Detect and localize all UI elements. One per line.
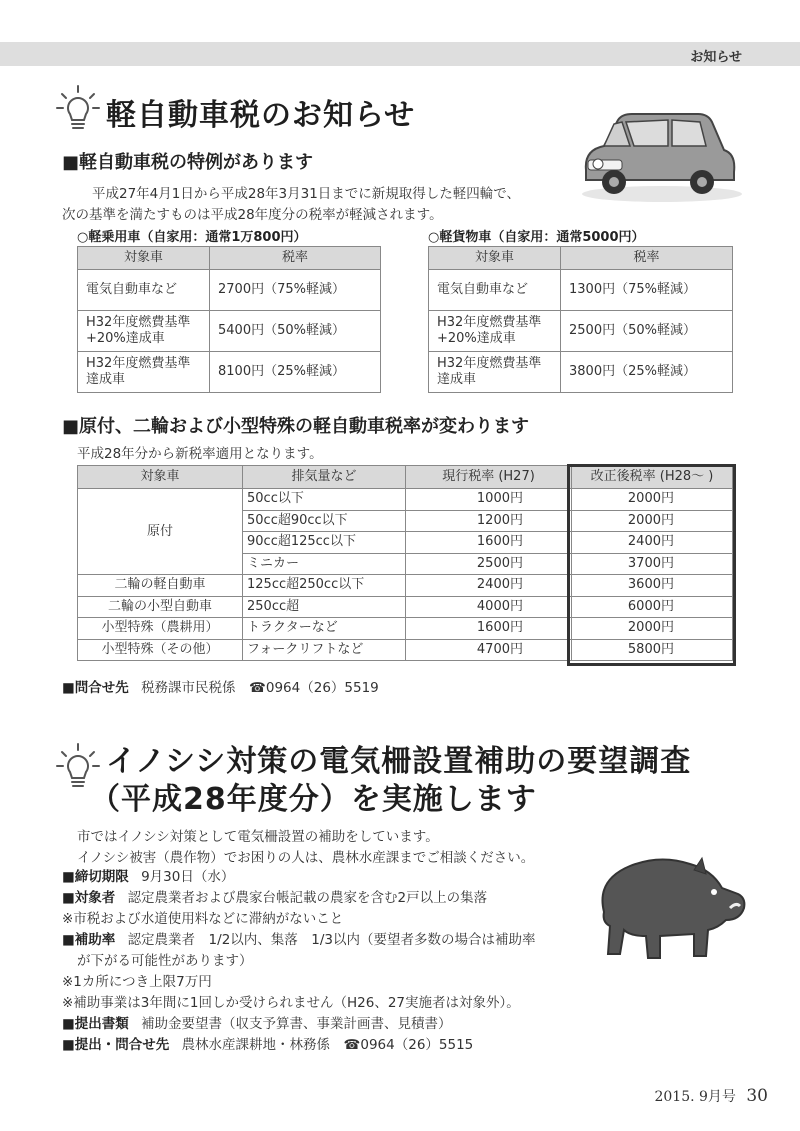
section2-item-documents [62,1012,452,1032]
table-cell: 3600円 [572,575,733,597]
item-label: ■締切期限 [62,869,129,885]
header-band [0,42,800,66]
section2-item-contact [62,1033,473,1053]
table-cell: H32年度燃費基準 達成車 [429,352,561,393]
table-cell: 1000円 [406,489,572,511]
table-cell: 1300円（75%軽減） [561,270,733,311]
issue-label: 2015. 9月号 [654,1089,736,1105]
wild-boar-illustration [590,850,750,965]
kei-car-illustration [574,110,744,205]
table-cell: 2500円 [406,553,572,575]
item-text: 9月30日（水） [141,869,235,885]
section1-note2: 平成28年分から新税率適用となります。 [77,446,323,462]
item-label: ■提出書類 [62,1016,129,1032]
item-label: ■対象者 [62,890,116,906]
table-cell: 2000円 [572,510,733,532]
table-cell: 6000円 [572,596,733,618]
table-cell: 8100円（25%軽減） [210,352,381,393]
footer [654,1086,768,1106]
passenger-table [77,246,381,393]
section2-item-note2: ※1カ所につき上限7万円 [62,974,212,990]
section1-subtitle2: ■原付、二輪および小型特殊の軽自動車税率が変わります [62,416,530,437]
table-cell: 125cc超250cc以下 [243,575,406,597]
table-cell: 電気自動車など [429,270,561,311]
table-cell: 90cc超125cc以下 [243,532,406,554]
table-cell: 4700円 [406,639,572,661]
table-header: 税率 [561,247,733,270]
table-cell: 1600円 [406,618,572,640]
table-cell: フォークリフトなど [243,639,406,661]
new-rate-highlight [567,464,736,666]
table-cell: H32年度燃費基準 +20%達成車 [78,311,210,352]
item-text: 補助金要望書（収支予算書、事業計画書、見積書） [141,1016,452,1032]
table-cell: 3700円 [572,553,733,575]
table-header: 対象車 [78,247,210,270]
table-cell: 5400円（50%軽減） [210,311,381,352]
table-cell: 2400円 [406,575,572,597]
section2-item-note1: ※市税および水道使用料などに滞納がないこと [62,911,344,927]
table-cell: 二輪の軽自動車 [78,575,243,597]
section2-title-line1: イノシシ対策の電気柵設置補助の要望調査 [106,744,692,779]
table-cell: 2400円 [572,532,733,554]
table-cell: 2000円 [572,489,733,511]
section2-intro-line2: イノシシ被害（農作物）でお困りの人は、農林水産課までご相談ください。 [77,850,535,866]
table-cell: 原付 [78,489,243,575]
item-text: 農林水産課耕地・林務係 ☎0964（26）5515 [181,1037,474,1053]
table-header: 税率 [210,247,381,270]
passenger-caption: ○軽乗用車（自家用：通常1万800円） [77,230,307,245]
section2-intro-line1: 市ではイノシシ対策として電気柵設置の補助をしています。 [77,829,439,845]
contact-text: 税務課市民税係 ☎0964（26）5519 [141,680,379,696]
table-cell: H32年度燃費基準 +20%達成車 [429,311,561,352]
table-row [429,270,733,311]
table-cell: 2700円（75%軽減） [210,270,381,311]
lightbulb-icon [56,84,100,136]
table-cell: 4000円 [406,596,572,618]
table-cell: 二輪の小型自動車 [78,596,243,618]
table-cell: H32年度燃費基準 達成車 [78,352,210,393]
item-label: ■提出・問合せ先 [62,1037,170,1053]
table-row [429,311,733,352]
section1-title: 軽自動車税のお知らせ [106,98,416,133]
table-header: 対象車 [429,247,561,270]
table-row [78,352,381,393]
table-row [429,352,733,393]
page-number: 30 [746,1086,768,1106]
table-header: 対象車 [78,466,243,489]
table-cell: 1600円 [406,532,572,554]
header-label: お知らせ [690,50,742,65]
table-header: 排気量など [243,466,406,489]
section2-item-rate-cont: が下がる可能性があります） [77,953,253,969]
contact-label: ■問合せ先 [62,680,129,696]
section1-contact [62,676,379,696]
section2-item-deadline [62,865,234,885]
section2-title-line2: （平成28年度分）を実施します [90,782,537,817]
table-cell: 小型特殊（農耕用） [78,618,243,640]
table-row [78,270,381,311]
table-cell: 1200円 [406,510,572,532]
table-cell: 電気自動車など [78,270,210,311]
table-cell: 2000円 [572,618,733,640]
section2-item-rate [62,928,536,948]
cargo-table [428,246,733,393]
table-cell: 3800円（25%軽減） [561,352,733,393]
table-header: 改正後税率 (H28～ ) [572,466,733,489]
table-cell: 5800円 [572,639,733,661]
item-text: 認定農業者 1/2以内、集落 1/3以内（要望者多数の場合は補助率 [127,932,536,948]
item-text: 認定農業者および農家台帳記載の農家を含む2戸以上の集落 [127,890,488,906]
section1-intro-line1: 平成27年4月1日から平成28年3月31日までに新規取得した軽四輪で、 [92,186,521,202]
table-cell: トラクターなど [243,618,406,640]
item-label: ■補助率 [62,932,116,948]
table-cell: 小型特殊（その他） [78,639,243,661]
section1-intro-line2: 次の基準を満たすものは平成28年度分の税率が軽減されます。 [62,207,443,223]
cargo-caption: ○軽貨物車（自家用：通常5000円） [428,230,645,245]
section2-item-target [62,886,487,906]
table-cell: 250cc超 [243,596,406,618]
section1-subtitle1: ■軽自動車税の特例があります [62,152,314,173]
table-row [78,311,381,352]
table-header: 現行税率 (H27) [406,466,572,489]
table-cell: 50cc超90cc以下 [243,510,406,532]
table-cell: 50cc以下 [243,489,406,511]
table-cell: ミニカー [243,553,406,575]
table-cell: 2500円（50%軽減） [561,311,733,352]
section2-item-note3: ※補助事業は3年間に1回しか受けられません（H26、27実施者は対象外）。 [62,995,520,1011]
